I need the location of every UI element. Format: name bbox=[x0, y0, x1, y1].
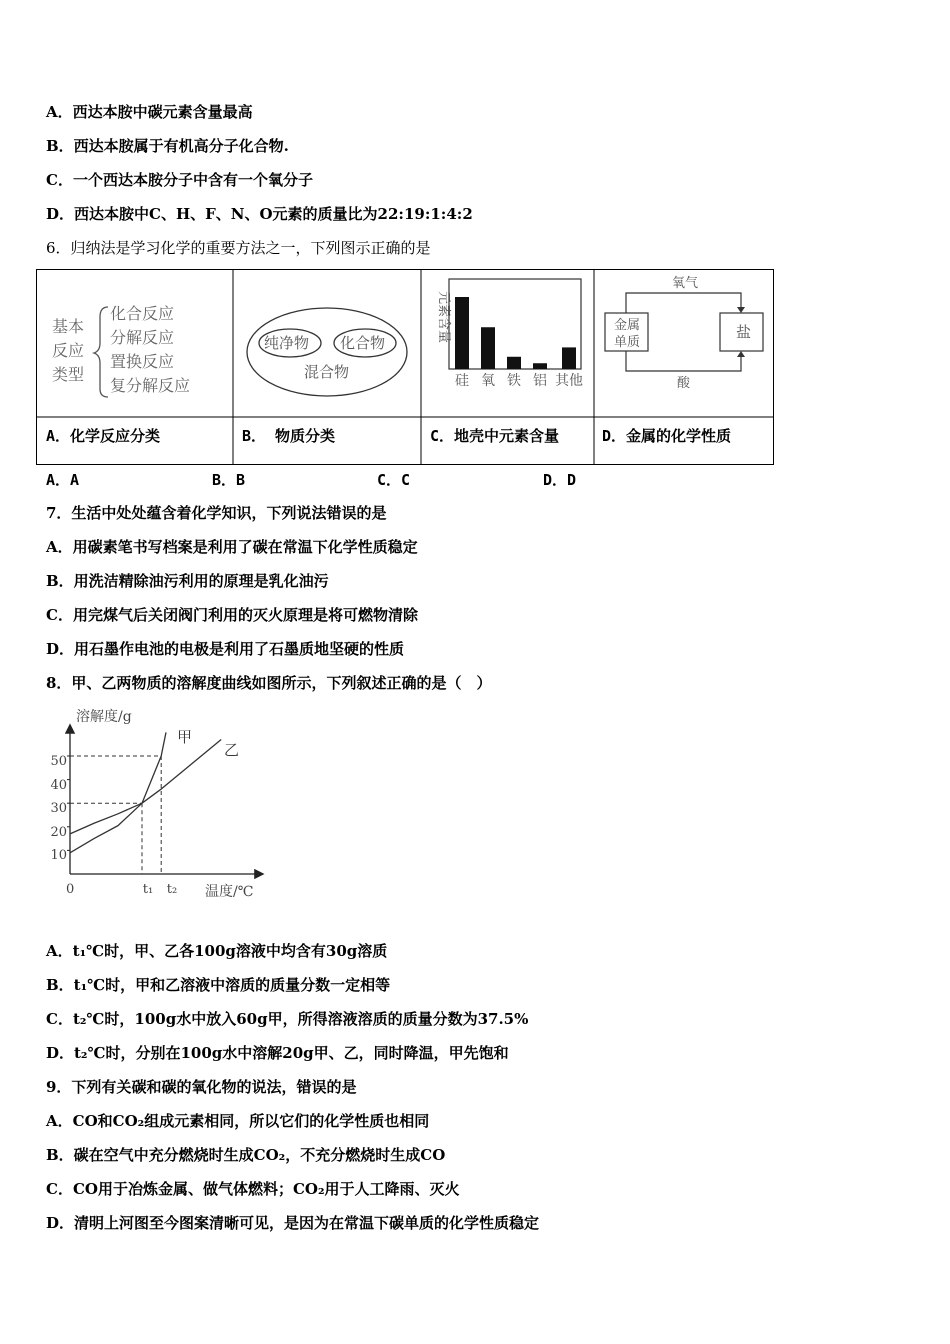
q6-option-b: B．B bbox=[212, 471, 246, 489]
caption-b: B． 物质分类 bbox=[242, 427, 336, 445]
category-other: 其他 bbox=[555, 373, 583, 389]
q7-option-b: B．用洗洁精除油污利用的原理是乳化油污 bbox=[46, 572, 329, 590]
oxygen-label: 氧气 bbox=[672, 276, 699, 291]
series-jia-label: 甲 bbox=[177, 728, 193, 746]
category-si: 硅 bbox=[455, 373, 469, 389]
q8-option-a: A．t₁℃时，甲、乙各100g溶液中均含有30g溶质 bbox=[46, 942, 388, 960]
acid-label: 酸 bbox=[677, 376, 691, 391]
y-tick-50: 50 bbox=[50, 754, 67, 769]
series-yi-label: 乙 bbox=[224, 741, 240, 759]
q5-option-c: C．一个西达本胺分子中含有一个氧分子 bbox=[46, 171, 313, 189]
q9-option-d: D．清明上河图至今图案清晰可见，是因为在常温下碳单质的化学性质稳定 bbox=[46, 1214, 540, 1232]
category-o: 氧 bbox=[481, 373, 495, 389]
reaction-types-diagram bbox=[52, 304, 190, 397]
reaction-item-2: 分解反应 bbox=[110, 328, 175, 347]
curve-jia bbox=[70, 732, 166, 852]
curve-yi bbox=[70, 739, 221, 833]
y-tick-40: 40 bbox=[50, 778, 67, 793]
caption-d: D．金属的化学性质 bbox=[602, 427, 732, 445]
q6-option-a: A．A bbox=[46, 471, 80, 489]
x-tick-t1: t₁ bbox=[142, 882, 154, 897]
brace-icon bbox=[94, 307, 108, 397]
q7-option-c: C．用完煤气后关闭阀门利用的灭火原理是将可燃物清除 bbox=[46, 606, 418, 624]
metal-label-2: 单质 bbox=[614, 335, 641, 350]
chart-ylabel: 元素含量 bbox=[436, 291, 451, 344]
q6-option-d: D．D bbox=[543, 471, 577, 489]
bar-4 bbox=[533, 363, 547, 369]
matter-classification-diagram bbox=[247, 308, 407, 396]
category-al: 铝 bbox=[533, 373, 547, 389]
q5-option-b: B．西达本胺属于有机高分子化合物. bbox=[46, 137, 289, 155]
q6-stem: 6．归纳法是学习化学的重要方法之一，下列图示正确的是 bbox=[46, 239, 431, 257]
q7-option-d: D．用石墨作电池的电极是利用了石墨质地坚硬的性质 bbox=[46, 640, 405, 658]
caption-a: A．化学反应分类 bbox=[46, 427, 161, 445]
x-axis-label: 温度/℃ bbox=[205, 884, 254, 900]
pure-substance-label: 纯净物 bbox=[264, 334, 310, 352]
solubility-chart bbox=[40, 704, 272, 900]
q7-option-a: A．用碳素笔书写档案是利用了碳在常温下化学性质稳定 bbox=[46, 538, 418, 556]
caption-c: C．地壳中元素含量 bbox=[430, 427, 560, 445]
q9-option-b: B．碳在空气中充分燃烧时生成CO₂，不充分燃烧时生成CO bbox=[46, 1146, 446, 1164]
y-tick-10: 10 bbox=[50, 848, 67, 863]
q9-option-c: C．CO用于冶炼金属、做气体燃料；CO₂用于人工降雨、灭火 bbox=[46, 1180, 460, 1198]
crust-elements-chart bbox=[436, 279, 583, 389]
q6-option-c: C．C bbox=[377, 471, 411, 489]
q8-stem: 8．甲、乙两物质的溶解度曲线如图所示，下列叙述正确的是（ ） bbox=[46, 674, 492, 692]
q9-stem: 9．下列有关碳和碳的氧化物的说法，错误的是 bbox=[46, 1078, 357, 1096]
q8-option-c: C．t₂℃时，100g水中放入60g甲，所得溶液溶质的质量分数为37.5% bbox=[46, 1010, 529, 1028]
origin-label: 0 bbox=[66, 882, 75, 897]
root-label-1: 基本 bbox=[52, 317, 85, 336]
y-tick-30: 30 bbox=[50, 801, 67, 816]
bar-2 bbox=[481, 327, 495, 369]
category-fe: 铁 bbox=[507, 373, 521, 389]
q5-option-d: D．西达本胺中C、H、F、N、O元素的质量比为22:19:1:4:2 bbox=[46, 205, 473, 223]
bar-3 bbox=[507, 357, 521, 369]
x-tick-t2: t₂ bbox=[166, 882, 178, 897]
q5-option-a: A．西达本胺中碳元素含量最高 bbox=[46, 103, 253, 121]
root-label-3: 类型 bbox=[52, 365, 85, 384]
bar-5 bbox=[562, 347, 576, 369]
compound-label: 化合物 bbox=[340, 334, 386, 352]
arrow-up-icon bbox=[737, 351, 745, 357]
arrow-down-icon bbox=[737, 307, 745, 313]
reaction-item-1: 化合反应 bbox=[110, 304, 175, 323]
mixture-label: 混合物 bbox=[304, 363, 350, 381]
q7-stem: 7．生活中处处蕴含着化学知识，下列说法错误的是 bbox=[46, 504, 387, 522]
q9-option-a: A．CO和CO₂组成元素相同，所以它们的化学性质也相同 bbox=[46, 1112, 430, 1130]
metal-label-1: 金属 bbox=[614, 318, 641, 333]
y-axis-label: 溶解度/g bbox=[76, 709, 132, 725]
bar-1 bbox=[455, 297, 469, 369]
root-label-2: 反应 bbox=[52, 341, 85, 360]
reaction-item-4: 复分解反应 bbox=[110, 376, 191, 395]
metal-properties-diagram bbox=[605, 276, 763, 391]
q8-option-d: D．t₂℃时，分别在100g水中溶解20g甲、乙，同时降温，甲先饱和 bbox=[46, 1044, 509, 1062]
reaction-item-3: 置换反应 bbox=[110, 352, 175, 371]
q8-option-b: B．t₁℃时，甲和乙溶液中溶质的质量分数一定相等 bbox=[46, 976, 391, 994]
y-tick-20: 20 bbox=[50, 825, 67, 840]
salt-label: 盐 bbox=[736, 323, 752, 341]
q6-figure-table bbox=[36, 269, 774, 465]
